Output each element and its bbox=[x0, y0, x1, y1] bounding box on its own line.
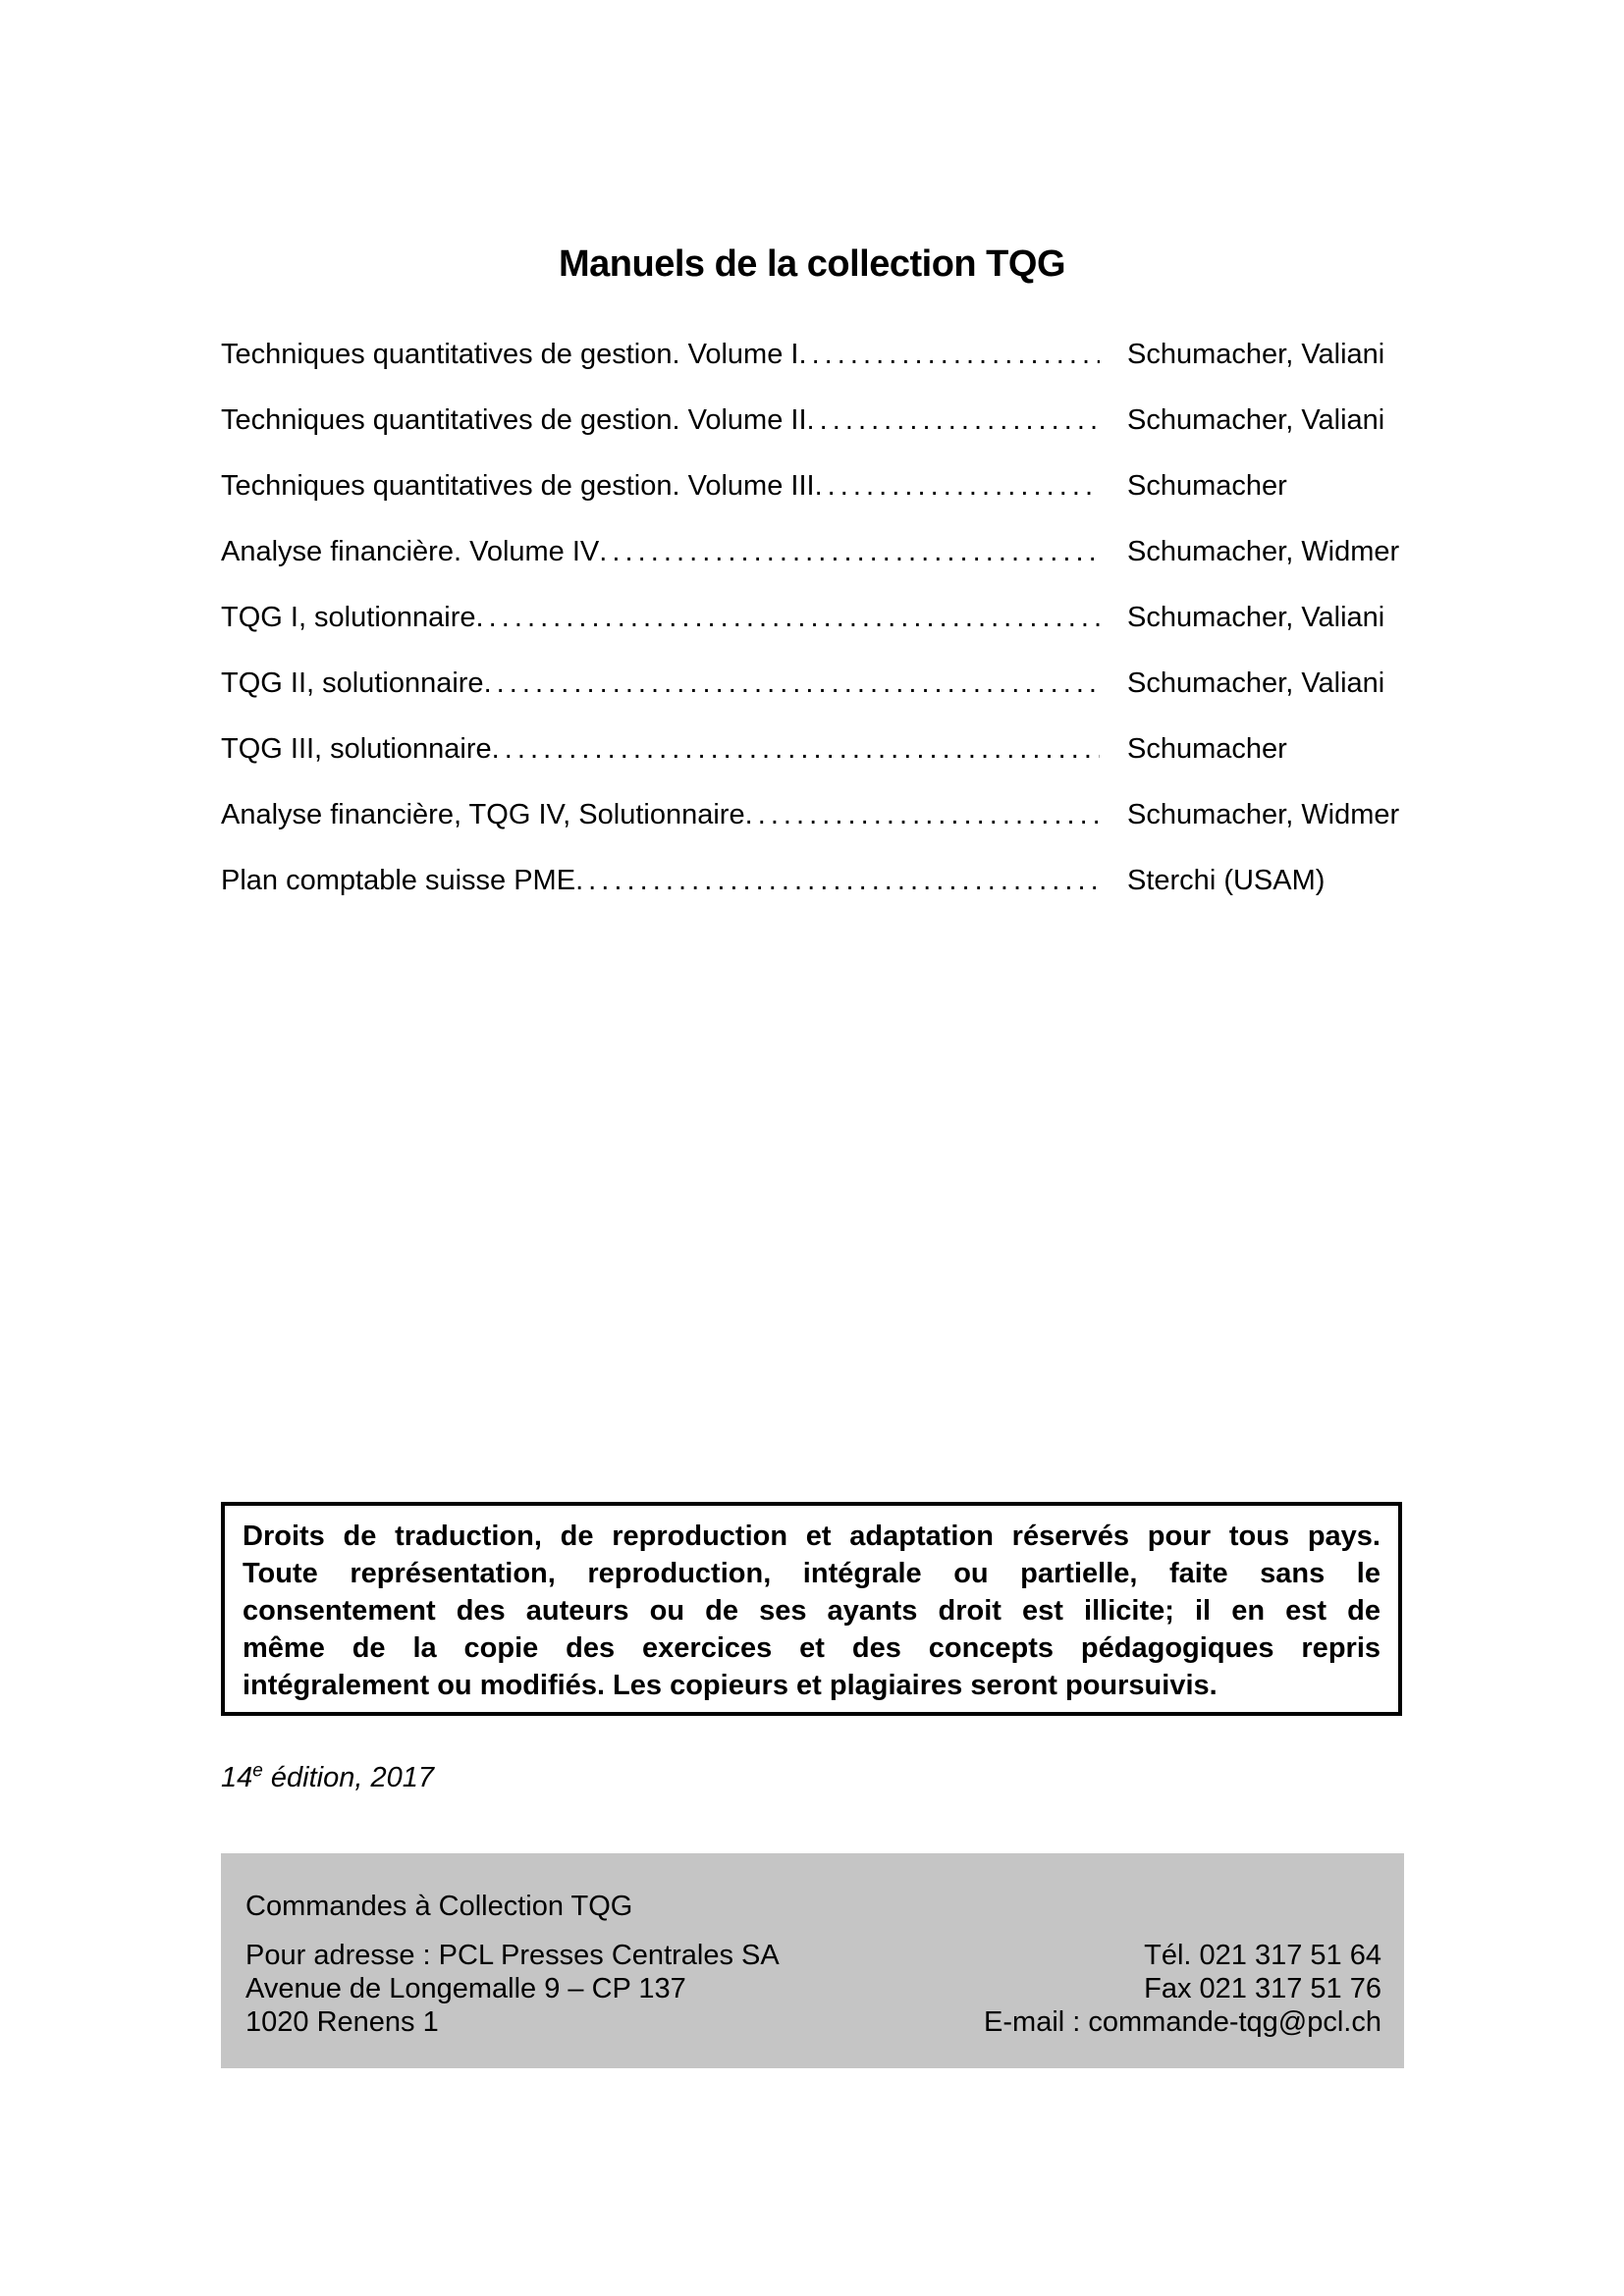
book-list-item bbox=[221, 467, 1404, 533]
book-authors: Schumacher bbox=[1127, 733, 1287, 765]
dot-leader bbox=[492, 730, 1100, 768]
dot-leader bbox=[798, 336, 1100, 373]
orders-address-block bbox=[245, 1939, 780, 2039]
book-authors: Schumacher, Valiani bbox=[1127, 339, 1385, 370]
book-title: Plan comptable suisse PME bbox=[221, 865, 576, 896]
orders-contact-box bbox=[221, 1853, 1404, 2068]
dot-leader bbox=[815, 467, 1100, 505]
book-authors: Schumacher, Valiani bbox=[1127, 404, 1385, 436]
book-title: TQG III, solutionnaire bbox=[221, 733, 492, 765]
book-list-item bbox=[221, 796, 1404, 862]
dot-leader bbox=[807, 401, 1101, 439]
book-authors: Schumacher bbox=[1127, 470, 1287, 502]
book-list-item bbox=[221, 862, 1404, 928]
book-title: Analyse financière, TQG IV, Solutionnaire bbox=[221, 799, 745, 830]
dot-leader bbox=[575, 862, 1100, 899]
edition-number: 14 bbox=[221, 1762, 253, 1793]
copyright-line: consentement des auteurs ou de ses ayants droit est illicite; il en est de bbox=[243, 1595, 1380, 1627]
book-list-item bbox=[221, 730, 1404, 796]
book-list-item bbox=[221, 599, 1404, 665]
edition-statement bbox=[221, 1760, 434, 1795]
book-title: Techniques quantitatives de gestion. Volume II bbox=[221, 404, 807, 436]
orders-columns bbox=[245, 1939, 1381, 2039]
orders-contact-block bbox=[984, 1939, 1381, 2039]
book-title: TQG II, solutionnaire bbox=[221, 667, 484, 699]
dot-leader bbox=[599, 533, 1100, 570]
book-list-item bbox=[221, 401, 1404, 467]
book-list-item bbox=[221, 533, 1404, 599]
edition-ordinal-suffix: e bbox=[252, 1760, 263, 1782]
dot-leader bbox=[476, 599, 1101, 636]
copyright-line: Droits de traduction, de reproduction et adaptation réservés pour tous pays. bbox=[243, 1521, 1380, 1552]
orders-address-line: Avenue de Longemalle 9 – CP 137 bbox=[245, 1973, 686, 2004]
edition-text: édition, 2017 bbox=[262, 1762, 434, 1793]
book-authors: Sterchi (USAM) bbox=[1127, 865, 1326, 896]
book-title: TQG I, solutionnaire bbox=[221, 602, 476, 633]
collection-book-list bbox=[221, 336, 1404, 928]
book-list-item bbox=[221, 665, 1404, 730]
orders-email-line: E-mail : commande-tqg@pcl.ch bbox=[984, 2006, 1381, 2038]
book-list-item bbox=[221, 336, 1404, 401]
page-title: Manuels de la collection TQG bbox=[559, 243, 1065, 286]
orders-address-line: 1020 Renens 1 bbox=[245, 2006, 439, 2038]
orders-address-line: Pour adresse : PCL Presses Centrales SA bbox=[245, 1940, 780, 1971]
orders-fax-line: Fax 021 317 51 76 bbox=[1144, 1973, 1381, 2004]
copyright-line: même de la copie des exercices et des concepts pédagogiques repris bbox=[243, 1632, 1380, 1664]
dot-leader bbox=[484, 665, 1100, 702]
orders-heading: Commandes à Collection TQG bbox=[245, 1891, 633, 1922]
copyright-line: intégralement ou modifiés. Les copieurs et plagiaires seront poursuivis. bbox=[243, 1670, 1218, 1701]
book-authors: Schumacher, Widmer bbox=[1127, 799, 1400, 830]
copyright-line: Toute représentation, reproduction, intégrale ou partielle, faite sans le bbox=[243, 1558, 1380, 1589]
book-title: Techniques quantitatives de gestion. Volume III bbox=[221, 470, 815, 502]
orders-phone-line: Tél. 021 317 51 64 bbox=[1144, 1940, 1381, 1971]
dot-leader bbox=[745, 796, 1100, 833]
book-authors: Schumacher, Valiani bbox=[1127, 667, 1385, 699]
book-authors: Schumacher, Widmer bbox=[1127, 536, 1400, 567]
book-title: Analyse financière. Volume IV bbox=[221, 536, 600, 567]
copyright-notice-box bbox=[221, 1502, 1402, 1716]
book-authors: Schumacher, Valiani bbox=[1127, 602, 1385, 633]
book-title: Techniques quantitatives de gestion. Volume I bbox=[221, 339, 799, 370]
